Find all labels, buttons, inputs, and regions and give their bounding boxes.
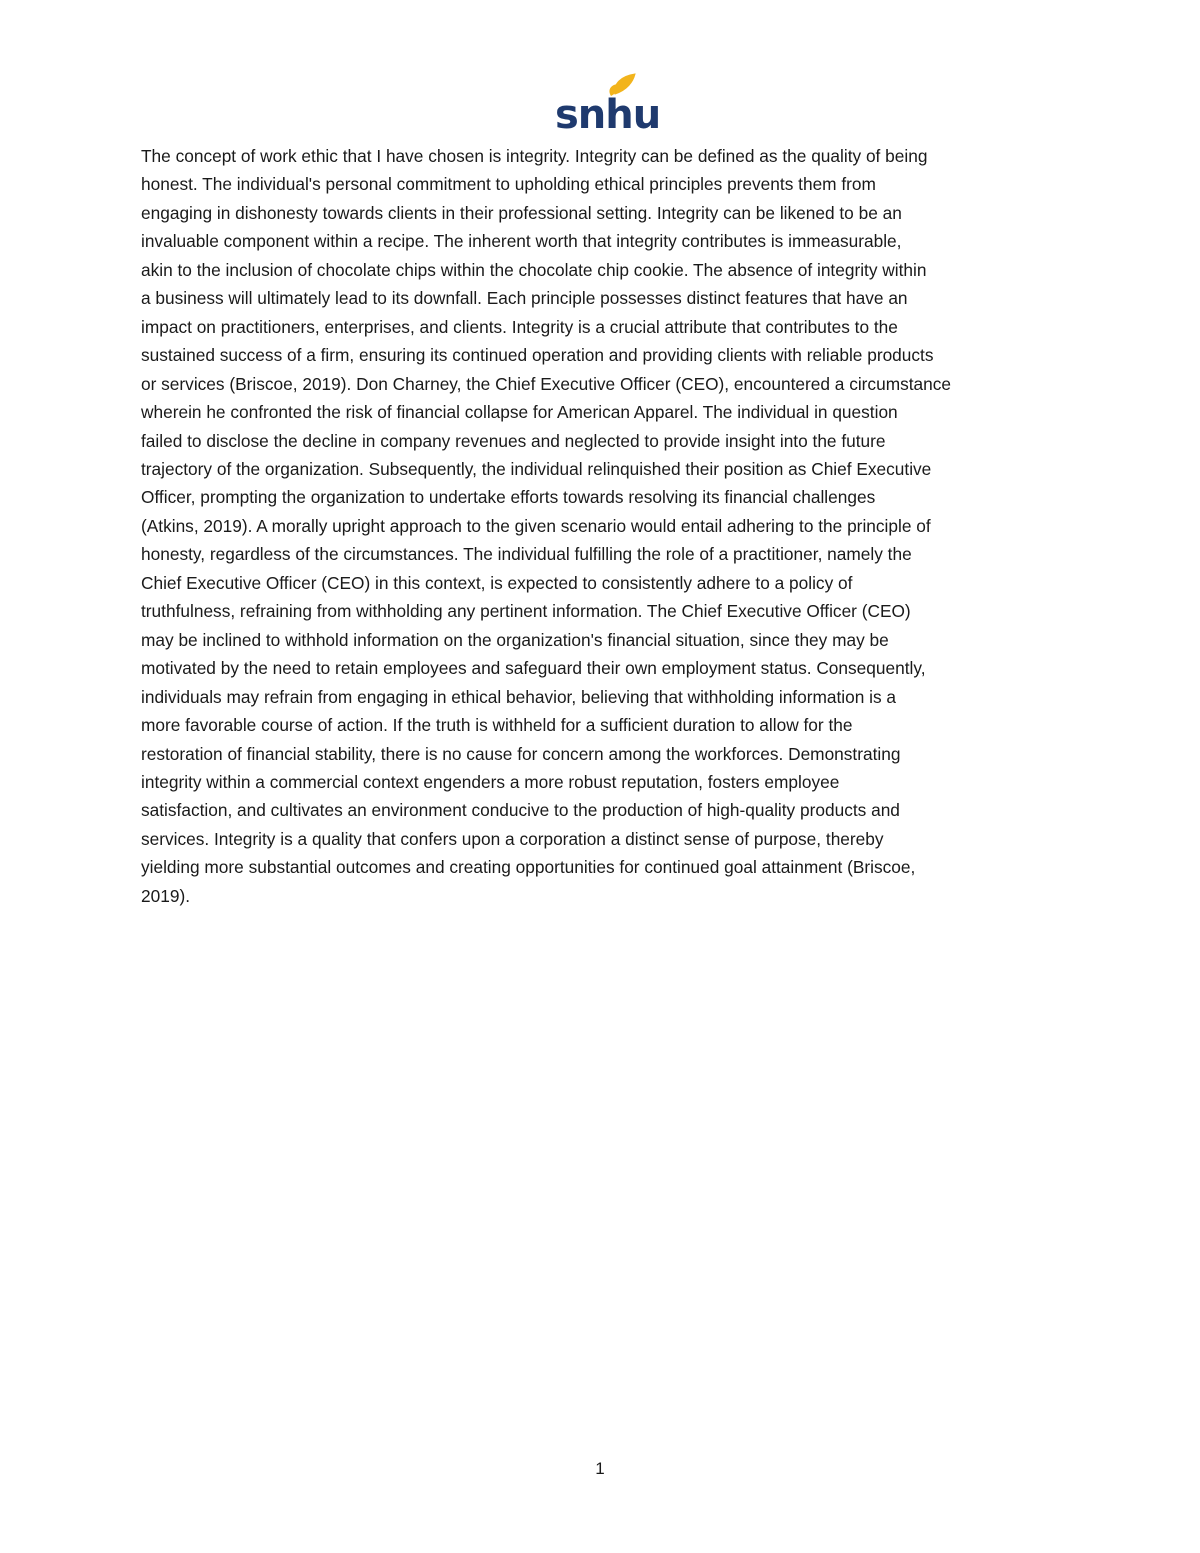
- essay-paragraph: The concept of work ethic that I have chosen is integrity. Integrity can be defined as the quality of being honest. The individual's personal commitment to upholding ethical principles prevents them from engaging in dishonesty towards clients in their professional setting. Integrity can be likened to be an invaluable component within a recipe. The inherent worth that integrity contributes is immeasurable, akin to the inclusion of chocolate chips within the chocolate chip cookie. The absence of integrity within a business will ultimately lead to its downfall. Each principle possesses distinct features that have an impact on practitioners, enterprises, and clients. Integrity is a crucial attribute that contributes to the sustained success of a firm, ensuring its continued operation and providing clients with reliable products or services (Briscoe, 2019). Don Charney, the Chief Executive Officer (CEO), encountered a circumstance wherein he confronted the risk of financial collapse for American Apparel. The individual in question failed to disclose the decline in company revenues and neglected to provide insight into the future trajectory of the organization. Subsequently, the individual relinquished their position as Chief Executive Officer, prompting the organization to undertake efforts towards resolving its financial challenges (Atkins, 2019). A morally upright approach to the given scenario would entail adhering to the principle of honesty, regardless of the circumstances. The individual fulfilling the role of a practitioner, namely the Chief Executive Officer (CEO) in this context, is expected to consistently adhere to a policy of truthfulness, refraining from withholding any pertinent information. The Chief Executive Officer (CEO) may be inclined to withhold information on the organization's financial situation, since they may be motivated by the need to retain employees and safeguard their own employment status. Consequently, individuals may refrain from engaging in ethical behavior, believing that withholding information is a more favorable course of action. If the truth is withheld for a sufficient duration to allow for the restoration of financial stability, there is no cause for concern among the workforces. Demonstrating integrity within a commercial context engenders a more robust reputation, fosters employee satisfaction, and cultivates an environment conducive to the production of high-quality products and services. Integrity is a quality that confers upon a corporation a distinct sense of purpose, thereby yielding more substantial outcomes and creating opportunities for continued goal attainment (Briscoe, 2019).: [141, 146, 951, 906]
- leaf-icon: [615, 74, 635, 94]
- page-number: 1: [595, 1459, 605, 1478]
- snhu-logo: [553, 72, 661, 138]
- logo-text: snhu: [555, 92, 661, 138]
